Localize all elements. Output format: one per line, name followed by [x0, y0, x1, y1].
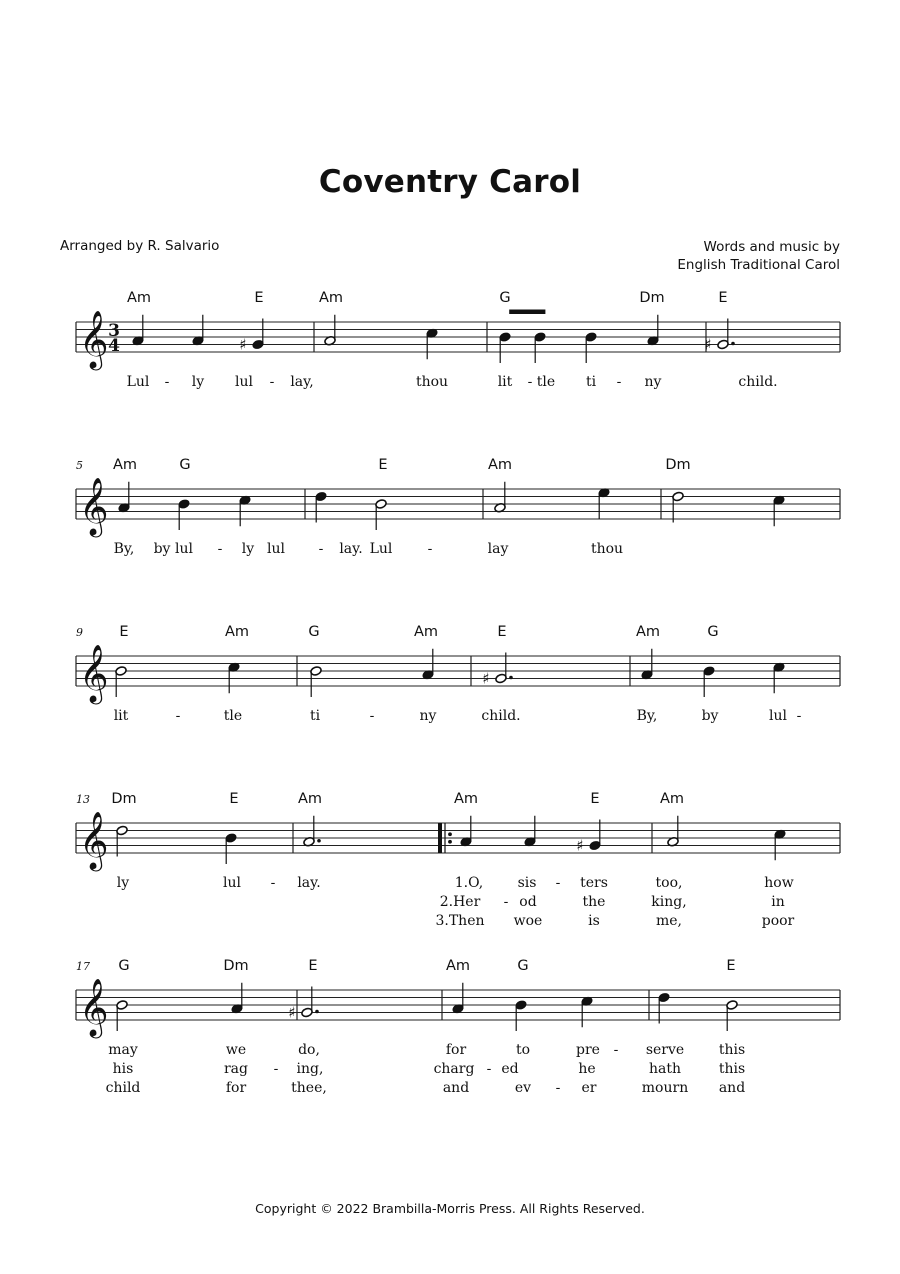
- chord-symbol: Am: [297, 791, 323, 807]
- chord-symbol: Am: [413, 624, 439, 640]
- measure-number: 5: [76, 459, 83, 472]
- lyric-syllable: 1.O,: [454, 875, 484, 891]
- copyright-notice: Copyright © 2022 Brambilla-Morris Press. All Rights Reserved.: [255, 1201, 645, 1216]
- note-gsharp4-q: [576, 820, 601, 855]
- note-gsharp4-h-dotted: [288, 987, 318, 1022]
- lyric-syllable: -: [269, 374, 275, 390]
- lyric-syllable: ly: [116, 875, 130, 891]
- lyric-syllable: for: [445, 1042, 467, 1058]
- note-gsharp4-q: [239, 319, 264, 354]
- lyric-syllable: -: [796, 708, 802, 724]
- lyric-syllable: lay.: [339, 541, 363, 557]
- lyric-syllable: od: [519, 894, 537, 910]
- note-d5-h: [116, 825, 128, 856]
- lyric-syllable: -: [175, 708, 181, 724]
- note-c5-q: [228, 662, 240, 693]
- chord-symbol: Am: [635, 624, 661, 640]
- note-a4-q: [641, 649, 653, 680]
- chord-symbol: Am: [318, 290, 344, 306]
- note-d5-q: [315, 491, 327, 522]
- note-c5-q: [773, 495, 785, 526]
- song-title: Coventry Carol: [318, 164, 582, 200]
- chord-symbol: Am: [453, 791, 479, 807]
- lyric-syllable: and: [718, 1080, 746, 1096]
- lyric-syllable: lul: [769, 708, 787, 724]
- lyric-syllable: me,: [655, 913, 683, 929]
- lyric-syllable: to: [515, 1042, 531, 1058]
- note-d5-q: [658, 992, 670, 1023]
- lyric-syllable: may: [108, 1042, 138, 1058]
- lyric-syllable: the: [582, 894, 606, 910]
- sharp-accidental-icon: ♯: [288, 1003, 296, 1022]
- lyric-syllable: -: [555, 1080, 561, 1096]
- eighth-note-beam: [509, 310, 545, 315]
- note-a4-q: [192, 315, 204, 346]
- lyric-syllable: -: [217, 541, 223, 557]
- chord-symbol: G: [707, 624, 719, 640]
- composer-credit-line-2: English Traditional Carol: [677, 257, 840, 273]
- staff-system-5: [76, 958, 840, 1096]
- note-a4-q: [647, 315, 659, 346]
- augmentation-dot: [315, 1010, 319, 1014]
- note-e5-q: [598, 487, 610, 518]
- note-a4-h-dotted: [303, 816, 321, 847]
- sharp-accidental-icon: ♯: [704, 335, 712, 354]
- chord-symbol: Am: [112, 457, 138, 473]
- measure-number: 17: [76, 960, 90, 973]
- note-a4-h: [494, 482, 506, 513]
- treble-clef-icon: 𝄞: [79, 811, 109, 869]
- chord-symbol: E: [590, 791, 600, 807]
- lyric-syllable: we: [225, 1042, 247, 1058]
- lyric-syllable: ly: [241, 541, 255, 557]
- lyric-syllable: he: [578, 1061, 596, 1077]
- lyric-syllable: lit: [497, 374, 513, 390]
- lyric-syllable: mourn: [641, 1080, 689, 1096]
- lyric-syllable: lul: [223, 875, 241, 891]
- augmentation-dot: [731, 342, 735, 346]
- note-c5-q: [774, 829, 786, 860]
- lyric-syllable: tle: [223, 708, 243, 724]
- note-a4-q: [118, 482, 130, 513]
- note-b4-q: [178, 499, 190, 530]
- lyric-syllable: ing,: [296, 1061, 324, 1077]
- note-b4-h: [310, 666, 322, 697]
- lyric-syllable: -: [616, 374, 622, 390]
- lyric-syllable: this: [718, 1061, 746, 1077]
- sharp-accidental-icon: ♯: [576, 836, 584, 855]
- lyric-syllable: tle: [536, 374, 556, 390]
- chord-symbol: Dm: [111, 791, 137, 807]
- lyric-syllable: ti: [585, 374, 597, 390]
- lyric-syllable: child: [105, 1080, 141, 1096]
- lyric-syllable: -: [369, 708, 375, 724]
- lyric-syllable: and: [442, 1080, 470, 1096]
- lyric-syllable: Lul: [126, 374, 150, 390]
- note-b4-q: [703, 666, 715, 697]
- treble-clef-icon: 𝄞: [79, 310, 109, 368]
- lyric-syllable: lit: [113, 708, 129, 724]
- lyric-syllable: -: [555, 875, 561, 891]
- note-b4-h: [375, 499, 387, 530]
- lyric-syllable: sis: [517, 875, 537, 891]
- lyric-syllable: how: [764, 875, 794, 891]
- lyric-syllable: ters: [580, 875, 608, 891]
- lyric-syllable: -: [427, 541, 433, 557]
- lyric-syllable: pre: [576, 1042, 600, 1058]
- chord-symbol: G: [118, 958, 130, 974]
- chord-symbol: G: [179, 457, 191, 473]
- lyric-syllable: in: [771, 894, 785, 910]
- chord-symbol: E: [308, 958, 318, 974]
- lyric-syllable: thou: [415, 374, 449, 390]
- lyric-syllable: By,: [113, 541, 135, 557]
- lyric-syllable: -: [486, 1061, 492, 1077]
- lyric-syllable: lay,: [290, 374, 314, 390]
- chord-symbol: E: [718, 290, 728, 306]
- lyric-syllable: poor: [761, 913, 795, 929]
- note-c5-q: [581, 996, 593, 1027]
- lyric-syllable: for: [225, 1080, 247, 1096]
- treble-clef-icon: 𝄞: [79, 477, 109, 535]
- lyric-syllable: By,: [636, 708, 658, 724]
- chord-symbol: Dm: [639, 290, 665, 306]
- note-a4-q: [524, 816, 536, 847]
- treble-clef-icon: 𝄞: [79, 644, 109, 702]
- note-a4-q: [460, 816, 472, 847]
- note-b4-e: [499, 332, 511, 363]
- lyric-syllable: -: [164, 374, 170, 390]
- chord-symbol: E: [119, 624, 129, 640]
- lyric-syllable: ti: [309, 708, 321, 724]
- repeat-dot: [448, 832, 452, 836]
- lyric-syllable: ny: [419, 708, 437, 724]
- sharp-accidental-icon: ♯: [482, 669, 490, 688]
- sharp-accidental-icon: ♯: [239, 335, 247, 354]
- note-gsharp4-h-dotted: [482, 653, 512, 688]
- lyric-syllable: ev: [514, 1080, 532, 1096]
- time-signature-bottom: 4: [108, 336, 120, 356]
- lyric-syllable: rag: [223, 1061, 249, 1077]
- lyric-syllable: woe: [513, 913, 543, 929]
- note-gsharp4-h-dotted: [704, 319, 734, 354]
- staff-system-3: [76, 624, 840, 724]
- lyric-syllable: lay.: [297, 875, 321, 891]
- lyric-syllable: ny: [644, 374, 662, 390]
- lyric-syllable: too,: [655, 875, 683, 891]
- augmentation-dot: [509, 676, 513, 680]
- lyric-syllable: thee,: [291, 1080, 327, 1096]
- note-b4-q: [225, 833, 237, 864]
- lyric-syllable: king,: [651, 894, 687, 910]
- measure-number: 9: [76, 626, 83, 639]
- chord-symbol: Dm: [223, 958, 249, 974]
- time-signature-top: 3: [108, 321, 120, 341]
- lyric-syllable: -: [318, 541, 324, 557]
- note-a4-h: [324, 315, 336, 346]
- chord-symbol: E: [726, 958, 736, 974]
- chord-symbol: E: [254, 290, 264, 306]
- staff-system-1: [76, 290, 840, 390]
- lyric-syllable: lay: [487, 541, 509, 557]
- lyric-syllable: by: [701, 708, 719, 724]
- lyric-syllable: thou: [590, 541, 624, 557]
- note-a4-q: [132, 315, 144, 346]
- treble-clef-icon: 𝄞: [79, 978, 109, 1036]
- lyric-syllable: his: [112, 1061, 134, 1077]
- lyric-syllable: this: [718, 1042, 746, 1058]
- lyric-syllable: -: [273, 1061, 279, 1077]
- note-b4-h: [116, 1000, 128, 1031]
- note-a4-q: [231, 983, 243, 1014]
- lyric-syllable: -: [527, 374, 533, 390]
- note-b4-h: [726, 1000, 738, 1031]
- lyric-syllable: child.: [738, 374, 778, 390]
- lyric-syllable: hath: [648, 1061, 682, 1077]
- lyric-syllable: -: [613, 1042, 619, 1058]
- lyric-syllable: by: [153, 541, 171, 557]
- lyric-syllable: -: [503, 894, 509, 910]
- lyric-syllable: 2.Her: [439, 894, 481, 910]
- lyric-syllable: 3.Then: [435, 913, 485, 929]
- chord-symbol: Am: [659, 791, 685, 807]
- note-c5-q: [426, 328, 438, 359]
- chord-symbol: E: [497, 624, 507, 640]
- lyric-syllable: lul: [267, 541, 285, 557]
- lyric-syllable: charg: [433, 1061, 475, 1077]
- chord-symbol: Am: [224, 624, 250, 640]
- lyric-syllable: serve: [645, 1042, 685, 1058]
- note-a4-q: [422, 649, 434, 680]
- note-c5-q: [773, 662, 785, 693]
- note-d5-h: [672, 491, 684, 522]
- note-b4-q: [515, 1000, 527, 1031]
- lyric-syllable: er: [581, 1080, 597, 1096]
- lyric-syllable: lul: [235, 374, 253, 390]
- composer-credit-line-1: Words and music by: [703, 239, 840, 255]
- note-a4-q: [452, 983, 464, 1014]
- lyric-syllable: ed: [501, 1061, 519, 1077]
- chord-symbol: Am: [126, 290, 152, 306]
- arranger-credit: Arranged by R. Salvario: [60, 238, 220, 254]
- chord-symbol: Dm: [665, 457, 691, 473]
- chord-symbol: E: [229, 791, 239, 807]
- lyric-syllable: -: [270, 875, 276, 891]
- lyric-syllable: do,: [298, 1042, 320, 1058]
- lyric-syllable: ly: [191, 374, 205, 390]
- lyric-syllable: child.: [481, 708, 521, 724]
- chord-symbol: G: [308, 624, 320, 640]
- staff-system-2: [76, 457, 840, 557]
- chord-symbol: Am: [487, 457, 513, 473]
- lyric-syllable: is: [588, 913, 600, 929]
- note-b4-e: [534, 332, 546, 363]
- note-c5-q: [239, 495, 251, 526]
- chord-symbol: G: [499, 290, 511, 306]
- measure-number: 13: [76, 793, 90, 806]
- note-b4-q: [585, 332, 597, 363]
- note-b4-h: [115, 666, 127, 697]
- chord-symbol: E: [378, 457, 388, 473]
- note-a4-h: [667, 816, 679, 847]
- staff-system-4: [76, 791, 840, 929]
- lyric-syllable: Lul: [369, 541, 393, 557]
- chord-symbol: Am: [445, 958, 471, 974]
- augmentation-dot: [317, 839, 321, 843]
- lyric-syllable: lul: [175, 541, 193, 557]
- repeat-dot: [448, 840, 452, 844]
- chord-symbol: G: [517, 958, 529, 974]
